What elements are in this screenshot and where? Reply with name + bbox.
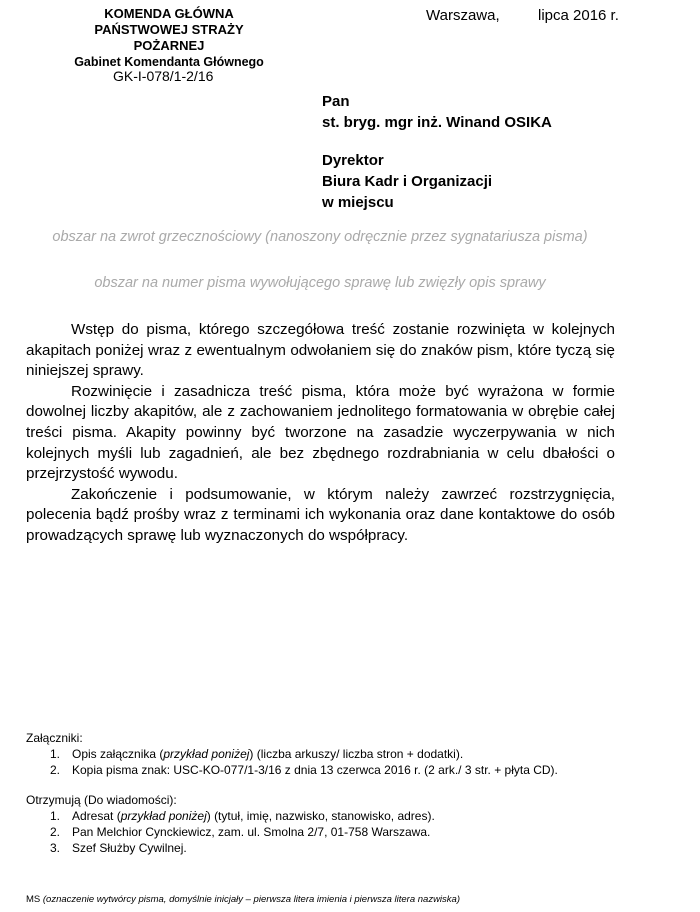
recipients-section <box>26 792 666 856</box>
list-item-text: Kopia pisma znak: USC-KO-077/1-3/16 z dnia 13 czerwca 2016 r. (2 ark./ 3 str. + płyta CD). <box>72 763 558 777</box>
recipients-title: Otrzymują (Do wiadomości): <box>26 793 177 807</box>
author-initials-note <box>26 894 460 905</box>
subject-placeholder: obszar na numer pisma wywołującego sprawę lub zwięzły opis sprawy <box>94 275 546 291</box>
body-paragraph-intro: Wstęp do pisma, którego szczegółowa treść zostanie rozwinięta w kolejnych akapitach poniżej wraz z ewentualnym odwołaniem się do znaków pism, które tyczą się niniejszej sprawy. <box>26 321 615 380</box>
list-item-number: 1. <box>50 809 61 823</box>
courtesy-placeholder: obszar na zwrot grzecznościowy (nanoszony odręcznie przez sygnatariusza pisma) <box>52 229 588 245</box>
list-item <box>26 762 666 778</box>
list-item-text-end: ) (liczba arkuszy/ liczba stron + dodatki). <box>249 747 464 761</box>
organization-header <box>58 6 280 70</box>
attachments-title: Załączniki: <box>26 731 83 745</box>
list-item-number: 2. <box>50 763 61 777</box>
list-item-text: Opis załącznika ( <box>72 747 164 761</box>
letter-body <box>26 320 615 547</box>
addressee-name: st. bryg. mgr inż. Winand OSIKA <box>322 114 552 131</box>
list-item <box>26 824 666 840</box>
recipients-list <box>26 808 666 856</box>
attachments-section <box>26 730 666 778</box>
author-initials-description: (oznaczenie wytwórcy pisma, domyślnie inicjały – pierwsza litera imienia i pierwsza litera nazwiska) <box>42 894 460 905</box>
addressee-position: Dyrektor <box>322 152 384 169</box>
list-item-text: Pan Melchior Cynckiewicz, zam. ul. Smolna 2/7, 01-758 Warszawa. <box>72 825 431 839</box>
list-item-text: Szef Służby Cywilnej. <box>72 841 187 855</box>
addressee-block <box>322 91 552 213</box>
body-paragraph-main: Rozwinięcie i zasadnicza treść pisma, która może być wyrażona w formie dowolnej liczby akapitów, ale z zachowaniem jednolitego formatowania w obrębie całej treści pisma. Akapity powinny być tworzone na zasadzie wyczerpywania w nich kolejnych myśli lub zagadnień, ale bez zbędnego rozdrabniania w celu dbałości o przejrzystość wywodu. <box>26 382 615 483</box>
list-item-italic: przykład poniżej <box>120 809 207 823</box>
list-item-text: Adresat ( <box>72 809 121 823</box>
addressee-unit: Biura Kadr i Organizacji <box>322 173 493 190</box>
author-initials: MS <box>26 894 41 905</box>
org-unit: Gabinet Komendanta Głównego <box>74 55 264 69</box>
reference-number: GK-I-078/1-2/16 <box>113 68 214 84</box>
org-name-line2: PAŃSTWOWEJ STRAŻY POŻARNEJ <box>94 22 244 53</box>
addressee-location: w miejscu <box>322 194 394 211</box>
org-name-line1: KOMENDA GŁÓWNA <box>104 6 234 21</box>
list-item-text-end: ) (tytuł, imię, nazwisko, stanowisko, adres). <box>206 809 435 823</box>
city: Warszawa, <box>426 7 500 24</box>
date: lipca 2016 r. <box>538 7 619 24</box>
list-item-number: 2. <box>50 825 61 839</box>
list-item <box>26 840 666 856</box>
addressee-salutation: Pan <box>322 93 350 110</box>
attachments-list <box>26 746 666 778</box>
place-and-date <box>426 7 619 24</box>
body-paragraph-conclusion: Zakończenie i podsumowanie, w którym należy zawrzeć rozstrzygnięcia, polecenia bądź prośby wraz z terminami ich wykonania oraz dane kontaktowe do osób prowadzących sprawę lub wyznaczonych do współpracy. <box>26 485 615 544</box>
list-item-italic: przykład poniżej <box>163 747 250 761</box>
list-item <box>26 808 666 824</box>
list-item <box>26 746 666 762</box>
list-item-number: 1. <box>50 747 61 761</box>
list-item-number: 3. <box>50 841 61 855</box>
